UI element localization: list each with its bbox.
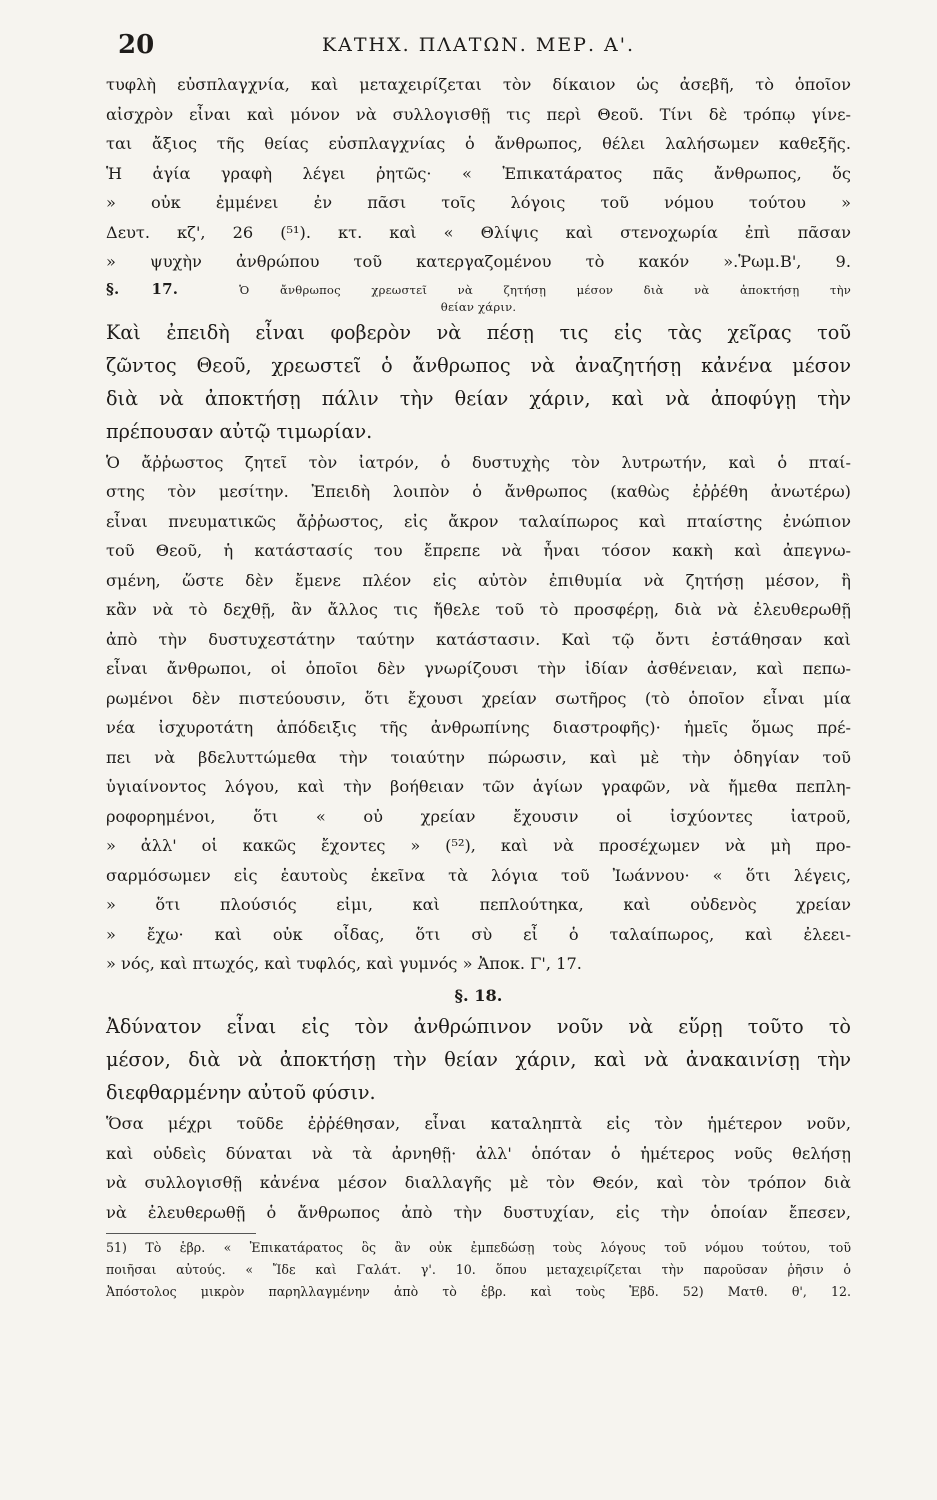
text-line: κἂν νὰ τὸ δεχθῇ, ἂν ἄλλος τις ἤθελε τοῦ τὸ προσφέρῃ, διὰ νὰ ἐλευθερωθῇ — [106, 600, 851, 619]
section-heading-text: Ὁ ἄνθρωπος χρεωστεῖ νὰ ζητήσῃ μέσον διὰ νὰ ἀποκτήσῃ τὴν — [239, 282, 851, 297]
running-head — [106, 20, 851, 70]
text-line: Ὅσα μέχρι τοῦδε ἐῤῥέθησαν, εἶναι καταληπτὰ εἰς τὸν ἡμέτερον νοῦν, — [106, 1114, 851, 1133]
text-line: Δευτ. κζ', 26 (⁵¹). κτ. καὶ « Θλίψις καὶ στενοχωρία ἐπὶ πᾶσαν — [106, 222, 851, 242]
text-line: νὰ συλλογισθῇ κἀνένα μέσον διαλλαγῆς μὲ τὸν Θεόν, καὶ τὸν τρόπον διὰ — [106, 1173, 851, 1192]
text-line: εἶναι ἄνθρωποι, οἱ ὁποῖοι δὲν γνωρίζουσι τὴν ἰδίαν ἀσθένειαν, καὶ πεπω- — [106, 659, 851, 678]
section-number: §. 17. — [106, 279, 179, 298]
section-17-heading — [106, 281, 851, 316]
footnote-line: ποιῆσαι αὐτούς. « Ἴδε καὶ Γαλάτ. γ'. 10. ὅπου μεταχειρίζεται τὴν παροῦσαν ῥῆσιν ὁ — [106, 1262, 851, 1277]
footnotes — [106, 1237, 851, 1303]
footnote-line: Ἀπόστολος μικρὸν παρηλλαγμένην ἀπὸ τὸ ἑβρ. καὶ τοὺς Ἑβδ. 52) Ματθ. θ', 12. — [106, 1284, 851, 1299]
intro-paragraph — [106, 70, 851, 277]
text-line: » ὅτι πλούσιός εἰμι, καὶ πεπλούτηκα, καὶ οὐδενὸς χρείαν — [106, 895, 851, 914]
footnote-divider — [106, 1233, 256, 1234]
lead-line: πρέπουσαν αὐτῷ τιμωρίαν. — [106, 419, 373, 443]
text-line: » ἔχω· καὶ οὐκ οἶδας, ὅτι σὺ εἶ ὁ ταλαίπωρος, καὶ ἐλεει- — [106, 924, 851, 944]
running-title: ΚΑΤΗΧ. ΠΛΑΤΩΝ. ΜΕΡ. Α'. — [321, 34, 636, 56]
text-line: τυφλὴ εὐσπλαγχνία, καὶ μεταχειρίζεται τὸν δίκαιον ὡς ἀσεβῆ, τὸ ὁποῖον — [106, 75, 851, 94]
text-line: νέα ἰσχυροτάτη ἀπόδειξις τῆς ἀνθρωπίνης διαστροφῆς)· ἡμεῖς ὅμως πρέ- — [106, 718, 851, 737]
section-17-body — [106, 448, 851, 979]
text-line: Ἡ ἁγία γραφὴ λέγει ῥητῶς· « Ἐπικατάρατος πᾶς ἄνθρωπος, ὅς — [106, 163, 851, 183]
section-18-body — [106, 1109, 851, 1227]
text-line: ροφορημένοι, ὅτι « οὐ χρείαν ἔχουσιν οἱ ἰσχύοντες ἰατροῦ, — [106, 806, 851, 826]
lead-line: ζῶντος Θεοῦ, χρεωστεῖ ὁ ἄνθρωπος νὰ ἀναζητήσῃ κἀνένα μέσον — [106, 353, 851, 377]
text-line: ἀπὸ τὴν δυστυχεστάτην ταύτην κατάστασιν. Καὶ τῷ ὄντι ἐστάθησαν καὶ — [106, 629, 851, 649]
text-line: » οὐκ ἐμμένει ἐν πᾶσι τοῖς λόγοις τοῦ νόμου τούτου » — [106, 193, 851, 212]
text-line: Ὁ ἄῤῥωστος ζητεῖ τὸν ἰατρόν, ὁ δυστυχὴς τὸν λυτρωτήν, καὶ ὁ πταί- — [106, 452, 851, 472]
text-line: σαρμόσωμεν εἰς ἑαυτοὺς ἐκεῖνα τὰ λόγια τοῦ Ἰωάννου· « ὅτι λέγεις, — [106, 865, 851, 885]
section-number: §. 18. — [454, 985, 503, 1005]
text-line: ὑγιαίνοντος λόγου, καὶ τὴν βοήθειαν τῶν ἁγίων γραφῶν, νὰ ἤμεθα πεπλη- — [106, 777, 851, 796]
lead-line: διὰ νὰ ἀποκτήσῃ πάλιν τὴν θείαν χάριν, καὶ νὰ ἀποφύγῃ τὴν — [106, 386, 851, 410]
page — [106, 20, 851, 1303]
text-line: ται ἄξιος τῆς θείας εὐσπλαγχνίας ὁ ἄνθρωπος, θέλει λαλήσωμεν καθεξῆς. — [106, 134, 851, 153]
section-18-lead — [106, 1010, 851, 1109]
text-line: εἶναι πνευματικῶς ἄῤῥωστος, εἰς ἄκρον ταλαίπωρος καὶ πταίστης ἐνώπιον — [106, 511, 851, 531]
text-line: τοῦ Θεοῦ, ἡ κατάστασίς του ἔπρεπε νὰ ἦναι τόσον κακὴ καὶ ἀπεγνω- — [106, 541, 851, 560]
text-line: » ψυχὴν ἀνθρώπου τοῦ κατεργαζομένου τὸ κακόν ».Ῥωμ.Β', 9. — [106, 252, 851, 271]
text-line: καὶ οὐδεὶς δύναται νὰ τὰ ἀρνηθῇ· ἀλλ' ὁπόταν ὁ ἡμέτερος νοῦς θελήσῃ — [106, 1143, 851, 1163]
text-line: στης τὸν μεσίτην. Ἐπειδὴ λοιπὸν ὁ ἄνθρωπος (καθὼς ἐῤῥέθη ἀνωτέρω) — [106, 482, 851, 501]
text-line: ρωμένοι δὲν πιστεύουσιν, ὅτι ἔχουσι χρείαν σωτῆρος (τὸ ὁποῖον εἶναι μία — [106, 688, 851, 708]
section-18-heading — [106, 981, 851, 1011]
page-number: 20 — [118, 30, 155, 60]
text-line: αἰσχρὸν εἶναι καὶ μόνον νὰ συλλογισθῇ τις περὶ Θεοῦ. Τίνι δὲ τρόπῳ γίνε- — [106, 104, 851, 124]
section-heading-line — [106, 281, 851, 299]
footnote-line: 51) Τὸ ἑβρ. « Ἐπικατάρατος ὃς ἂν οὐκ ἐμπεδώσῃ τοὺς λόγους τοῦ νόμου τούτου, τοῦ — [106, 1240, 851, 1255]
lead-line: μέσον, διὰ νὰ ἀποκτήσῃ τὴν θείαν χάριν, καὶ νὰ ἀνακαινίσῃ τὴν — [106, 1048, 851, 1071]
text-line: σμένη, ὥστε δὲν ἔμενε πλέον εἰς αὐτὸν ἐπιθυμία νὰ ζητήσῃ μέσον, ἢ — [106, 570, 851, 590]
section-17-lead — [106, 316, 851, 448]
section-heading-line: θείαν χάριν. — [440, 299, 517, 314]
text-line: πει νὰ βδελυττώμεθα τὴν τοιαύτην πώρωσιν, καὶ μὲ τὴν ὁδηγίαν τοῦ — [106, 747, 851, 767]
text-line: » νός, καὶ πτωχός, καὶ τυφλός, καὶ γυμνός » Ἀποκ. Γ', 17. — [106, 954, 582, 973]
text-line: νὰ ἐλευθερωθῇ ὁ ἄνθρωπος ἀπὸ τὴν δυστυχίαν, εἰς τὴν ὁποίαν ἔπεσεν, — [106, 1202, 851, 1222]
text-line: » ἀλλ' οἱ κακῶς ἔχοντες » (⁵²), καὶ νὰ προσέχωμεν νὰ μὴ προ- — [106, 836, 851, 855]
lead-line: διεφθαρμένην αὐτοῦ φύσιν. — [106, 1081, 376, 1104]
lead-line: Ἀδύνατον εἶναι εἰς τὸν ἀνθρώπινον νοῦν νὰ εὕρῃ τοῦτο τὸ — [106, 1015, 851, 1038]
lead-line: Καὶ ἐπειδὴ εἶναι φοβερὸν νὰ πέσῃ τις εἰς τὰς χεῖρας τοῦ — [106, 320, 851, 344]
